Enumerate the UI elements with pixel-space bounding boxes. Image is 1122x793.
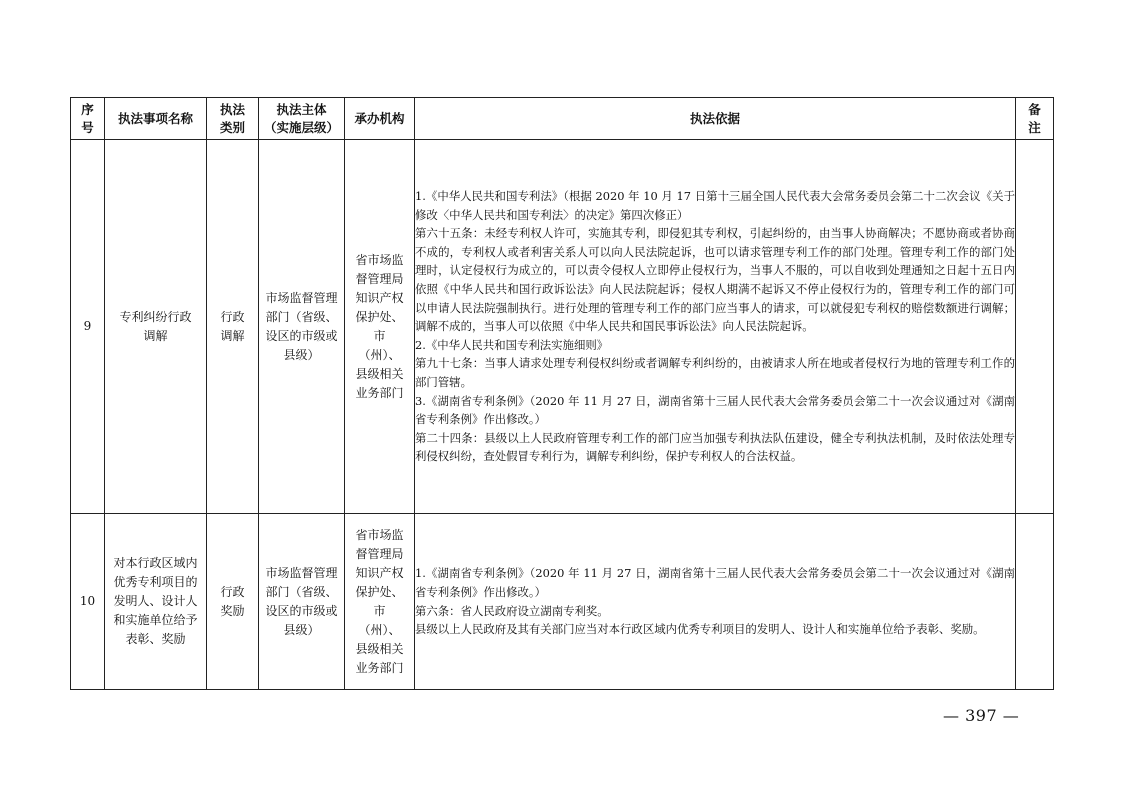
basis-paragraph: 1.《湖南省专利条例》（2020 年 11 月 27 日，湖南省第十三届人民代表大会常务委员会第二十一次会议通过对《湖南省专利条例》作出修改。） [415,566,1015,599]
header-remarks: 备注 [1016,98,1054,140]
header-basis: 执法依据 [415,98,1016,140]
row-seq: 10 [71,514,105,690]
header-category: 执法类别 [207,98,259,140]
row-seq: 9 [71,140,105,514]
header-seq: 序号 [71,98,105,140]
table-row [71,514,1054,690]
header-subject-line1: 执法主体 [276,101,327,117]
basis-paragraph: 第六条：省人民政府设立湖南专利奖。 [415,603,609,618]
header-item-name: 执法事项名称 [105,98,207,140]
row-agency: 省市场监督管理局知识产权保护处、市（州）、县级相关业务部门 [345,140,415,514]
row-subject: 市场监督管理部门（省级、设区的市级或县级） [259,140,345,514]
row-agency: 省市场监督管理局知识产权保护处、市（州）、县级相关业务部门 [345,514,415,690]
row-basis [415,514,1016,690]
page-number: — 397 — [943,706,1020,725]
basis-paragraph: 第六十五条：未经专利权人许可，实施其专利，即侵犯其专利权，引起纠纷的，由当事人协商解决；不愿协商或者协商不成的，专利权人或者利害关系人可以向人民法院起诉，也可以请求管理专利工作的部门处理。管理专利工作的部门处理时，认定侵权行为成立的，可以责令侵权人立即停止侵权行为，当事人不服的，可以自收到处理通知之日起十五日内依照《中华人民共和国行政诉讼法》向人民法院起诉；侵权人期满不起诉又不停止侵权行为的，管理专利工作的部门可以申请人民法院强制执行。进行处理的管理专利工作的部门应当事人的请求，可以就侵犯专利权的赔偿数额进行调解；调解不成的，当事人可以依照《中华人民共和国民事诉讼法》向人民法院起诉。 [415,226,1015,334]
header-subject [259,98,345,140]
row-item-name: 对本行政区域内优秀专利项目的发明人、设计人和实施单位给予表彰、奖励 [105,514,207,690]
row-remarks [1016,514,1054,690]
row-category: 行政调解 [207,140,259,514]
row-category: 行政奖励 [207,514,259,690]
basis-paragraph: 2.《中华人民共和国专利法实施细则》 [415,337,609,352]
row-remarks [1016,140,1054,514]
basis-paragraph: 第九十七条：当事人请求处理专利侵权纠纷或者调解专利纠纷的，由被请求人所在地或者侵权行为地的管理专利工作的部门管辖。 [415,356,1015,389]
basis-paragraph: 第二十四条：县级以上人民政府管理专利工作的部门应当加强专利执法队伍建设，健全专利执法机制，及时依法处理专利侵权纠纷，查处假冒专利行为，调解专利纠纷，保护专利权人的合法权益。 [415,430,1015,464]
header-subject-line2: （实施层级） [263,119,339,135]
basis-paragraph: 1.《中华人民共和国专利法》（根据 2020 年 10 月 17 日第十三届全国人民代表大会常务委员会第二十二次会议《关于修改〈中华人民共和国专利法〉的决定》第四次修正） [415,189,1015,222]
row-basis [415,140,1016,514]
table-header-row [71,98,1054,140]
row-item-name: 专利纠纷行政调解 [105,140,207,514]
basis-paragraph: 3.《湖南省专利条例》（2020 年 11 月 27 日，湖南省第十三届人民代表大会常务委员会第二十一次会议通过对《湖南省专利条例》作出修改。） [415,393,1015,427]
enforcement-table [70,97,1054,690]
table-row [71,140,1054,514]
row-subject: 市场监督管理部门（省级、设区的市级或县级） [259,514,345,690]
header-agency: 承办机构 [345,98,415,140]
basis-paragraph: 县级以上人民政府及其有关部门应当对本行政区域内优秀专利项目的发明人、设计人和实施单位给予表彰、奖励。 [415,622,985,637]
